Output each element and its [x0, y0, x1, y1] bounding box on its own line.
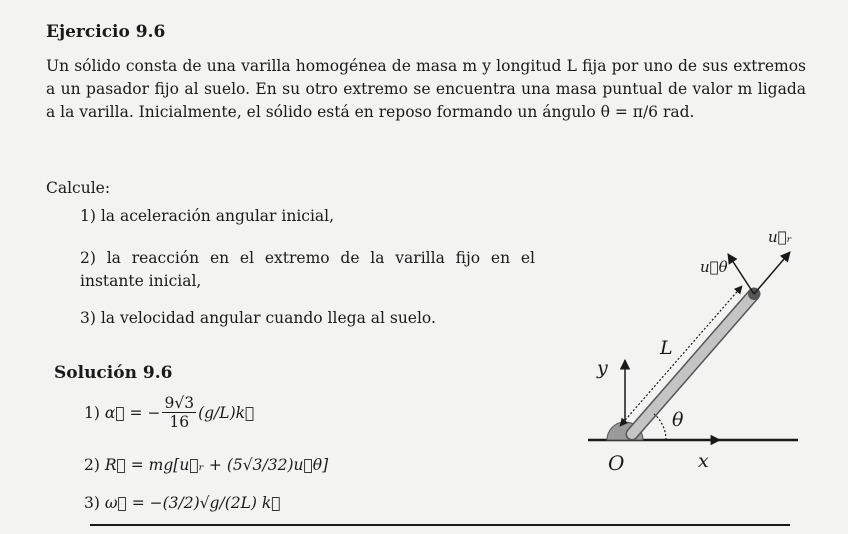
ur-label: u⃗ᵣ — [768, 228, 792, 246]
theta-label: θ — [672, 409, 684, 431]
calcule-label: Calcule: — [46, 179, 111, 197]
answer-1-number: 1) — [84, 403, 100, 422]
answer-3-expression: ω⃗ = −(3/2)√g/(2L) k⃗ — [104, 494, 281, 512]
answer-1-fraction — [162, 394, 196, 431]
length-label: L — [660, 337, 673, 359]
x-axis-label: x — [698, 450, 709, 472]
rod-diagram — [580, 222, 805, 482]
answer-1-numerator: 9√3 — [164, 394, 195, 412]
angle-arc — [654, 414, 666, 440]
y-axis-label: y — [597, 357, 608, 379]
utheta-vector — [728, 254, 754, 294]
bottom-rule — [90, 524, 790, 526]
answer-2-expression: R⃗ = mg[u⃗ᵣ + (5√3/32)u⃗θ] — [104, 456, 329, 474]
solution-title: Solución 9.6 — [54, 363, 173, 383]
utheta-label: u⃗θ — [700, 258, 728, 276]
answer-1-lhs: α⃗ = − — [104, 403, 161, 422]
length-dimension — [620, 286, 742, 426]
answer-3-number: 3) — [84, 494, 100, 512]
answer-1-denominator: 16 — [169, 413, 190, 431]
answer-2-number: 2) — [84, 456, 100, 474]
answer-3 — [84, 494, 281, 512]
ur-vector — [754, 252, 790, 294]
origin-label: O — [608, 451, 625, 475]
exercise-title: Ejercicio 9.6 — [46, 22, 166, 42]
rod — [632, 294, 754, 434]
question-2: 2) la reacción en el extremo de la varilla fijo en el instante inicial, — [80, 249, 535, 290]
answer-2 — [84, 456, 328, 474]
answer-1 — [84, 394, 254, 431]
question-3: 3) la velocidad angular cuando llega al suelo. — [80, 309, 436, 327]
exercise-statement: Un sólido consta de una varilla homogénea de masa m y longitud L fija por uno de sus extremos a un pasador fijo al suelo. En su otro extremo se encuentra una masa puntual de valor m ligada a la varilla. Inicialmente, el sólido está en reposo formando un ángulo θ = π/6 rad. — [46, 57, 806, 121]
answer-1-rest: (g/L)k⃗ — [198, 403, 255, 422]
question-1: 1) la aceleración angular inicial, — [80, 207, 335, 225]
